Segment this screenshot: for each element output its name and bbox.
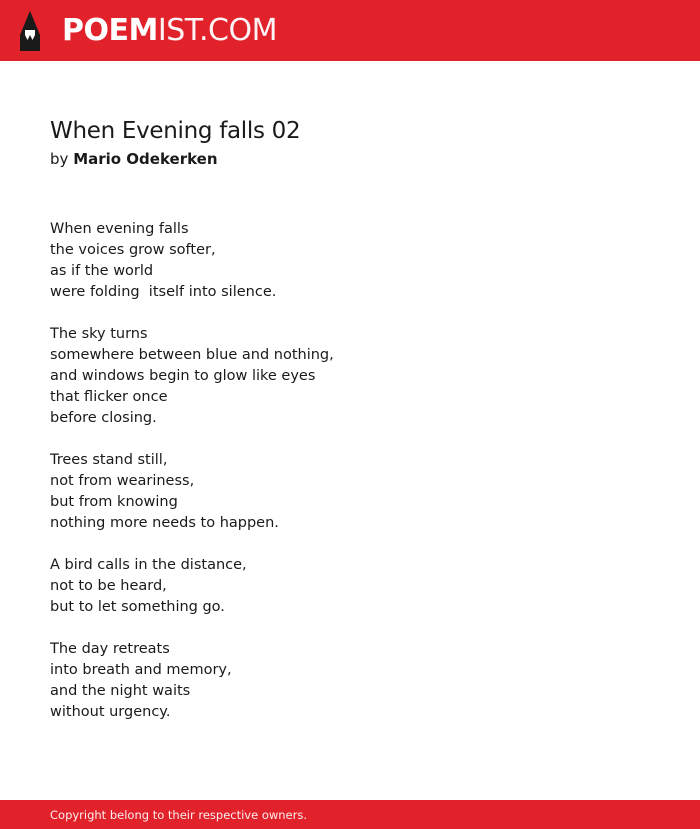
copyright-notice: Copyright belong to their respective owners. (50, 808, 308, 822)
author-name: Mario Odekerken (73, 150, 218, 168)
site-footer (0, 800, 700, 829)
pencil-tip-icon[interactable] (16, 9, 44, 53)
poem-line: somewhere between blue and nothing, (50, 347, 334, 363)
stanza (50, 219, 650, 303)
poem-line: before closing. (50, 410, 157, 426)
poem-line: the voices grow softer, (50, 242, 216, 258)
poem-line: but to let something go. (50, 599, 225, 615)
poem-title: When Evening falls 02 (50, 118, 301, 144)
poem-line: but from knowing (50, 494, 178, 510)
site-logo[interactable] (62, 11, 277, 51)
poem-line: The sky turns (50, 326, 148, 342)
poem-line: not to be heard, (50, 578, 167, 594)
site-header (0, 0, 700, 61)
poem-line: A bird calls in the distance, (50, 557, 247, 573)
poem-line: were folding itself into silence. (50, 284, 277, 300)
poem-line: The day retreats (50, 641, 170, 657)
poem-line: that flicker once (50, 389, 168, 405)
stanza (50, 555, 650, 618)
stanza (50, 324, 650, 429)
poem-body (50, 219, 650, 744)
byline (50, 148, 218, 170)
poem-line: and the night waits (50, 683, 191, 699)
poem-line: not from weariness, (50, 473, 195, 489)
by-label: by (50, 150, 69, 168)
logo-text-bold: POEM (62, 13, 158, 48)
poem-line: and windows begin to glow like eyes (50, 368, 316, 384)
poem-line: into breath and memory, (50, 662, 232, 678)
poem-line: nothing more needs to happen. (50, 515, 279, 531)
poem-line: as if the world (50, 263, 154, 279)
poem-line: When evening falls (50, 221, 189, 237)
poem-line: without urgency. (50, 704, 171, 720)
stanza (50, 450, 650, 534)
logo-text-light: IST.COM (157, 13, 277, 48)
poem-line: Trees stand still, (50, 452, 168, 468)
stanza (50, 639, 650, 723)
